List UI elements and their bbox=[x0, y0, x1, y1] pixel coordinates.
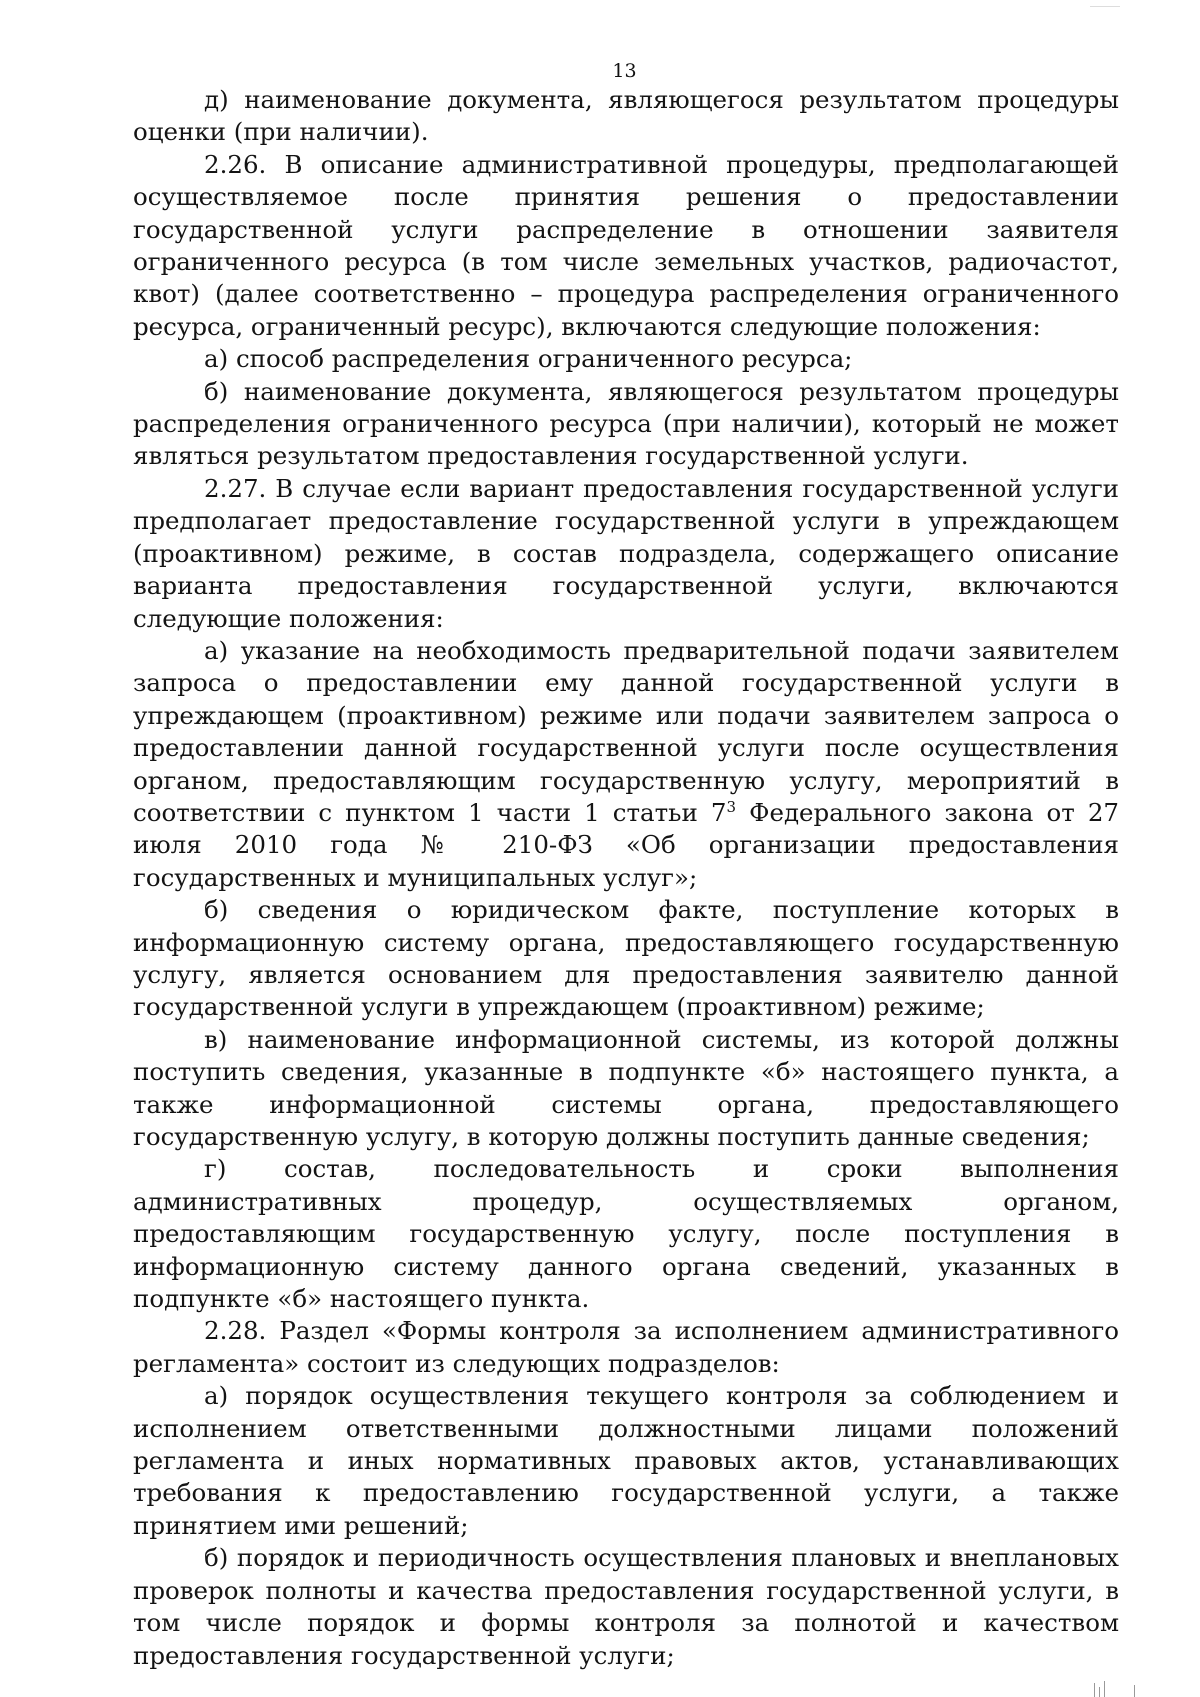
page-number: 13 bbox=[612, 60, 637, 82]
paragraph-2-27-g: г) состав, последовательность и сроки выполнения административных процедур, осуществляемых органом, предоставляющим государственную услугу, после поступления в информационную систему данного органа сведений, указанных в подпункте «б» настоящего пункта. bbox=[133, 1154, 1119, 1314]
paragraph-d-assessment-document: д) наименование документа, являющегося результатом процедуры оценки (при наличии). bbox=[133, 85, 1119, 147]
paragraph-2-27-a-text-before: а) указание на необходимость предварительной подачи заявителем запроса о предоставлении ему данной государственной услуги в упреждающем (проактивном) режиме или подачи заявителем запроса о предоставлении данной государственной услуги после осуществления органом, предоставляющим государственную услугу, мероприятий в соответствии с пунктом 1 части 1 статьи 7 bbox=[133, 635, 1119, 827]
document-body bbox=[133, 84, 1119, 1672]
paragraph-2-27-a bbox=[133, 635, 1119, 894]
scan-mark-top bbox=[1090, 0, 1120, 7]
paragraph-2-27: 2.27. В случае если вариант предоставления государственной услуги предполагает предоставление государственной услуги в упреждающем (проактивном) режиме, в состав подраздела, содержащего описание варианта предоставления государственной услуги, включаются следующие положения: bbox=[133, 473, 1119, 633]
paragraph-2-28-b: б) порядок и периодичность осуществления плановых и внеплановых проверок полноты и качества предоставления государственной услуги, в том числе порядок и формы контроля за полнотой и качеством предоставления государственной услуги; bbox=[133, 1543, 1119, 1670]
paragraph-2-27-v: в) наименование информационной системы, из которой должны поступить сведения, указанные в подпункте «б» настоящего пункта, а также информационной системы органа, предоставляющего государственную услугу, в которую должны поступить данные сведения; bbox=[133, 1024, 1119, 1151]
scan-mark-bottom bbox=[1090, 1679, 1140, 1697]
paragraph-2-28-a: а) порядок осуществления текущего контроля за соблюдением и исполнением ответственными должностными лицами положений регламента и иных нормативных правовых актов, устанавливающих требования к предоставлению государственной услуги, а также принятием ими решений; bbox=[133, 1381, 1119, 1540]
paragraph-2-26-a: а) способ распределения ограниченного ресурса; bbox=[204, 344, 853, 374]
paragraph-2-28: 2.28. Раздел «Формы контроля за исполнением административного регламента» состоит из следующих подразделов: bbox=[133, 1316, 1119, 1378]
article-superscript: 3 bbox=[726, 797, 737, 816]
paragraph-2-27-b: б) сведения о юридическом факте, поступление которых в информационную систему органа, предоставляющего государственную услугу, является основанием для предоставления заявителю данной государственной услуги в упреждающем (проактивном) режиме; bbox=[133, 895, 1119, 1022]
paragraph-2-27-a-text-after: Федерального закона от 27 июля 2010 года № 210-ФЗ «Об организации предоставления государственных и муниципальных услуг»; bbox=[133, 797, 1119, 892]
paragraph-2-26: 2.26. В описание административной процедуры, предполагающей осуществляемое после принятия решения о предоставлении государственной услуги распределение в отношении заявителя ограниченного ресурса (в том числе земельных участков, радиочастот, квот) (далее соответственно – процедура распределения ограниченного ресурса, ограниченный ресурс), включаются следующие положения: bbox=[133, 149, 1119, 341]
paragraph-2-26-b: б) наименование документа, являющегося результатом процедуры распределения ограниченного ресурса (при наличии), который не может являться результатом предоставления государственной услуги. bbox=[133, 376, 1119, 471]
